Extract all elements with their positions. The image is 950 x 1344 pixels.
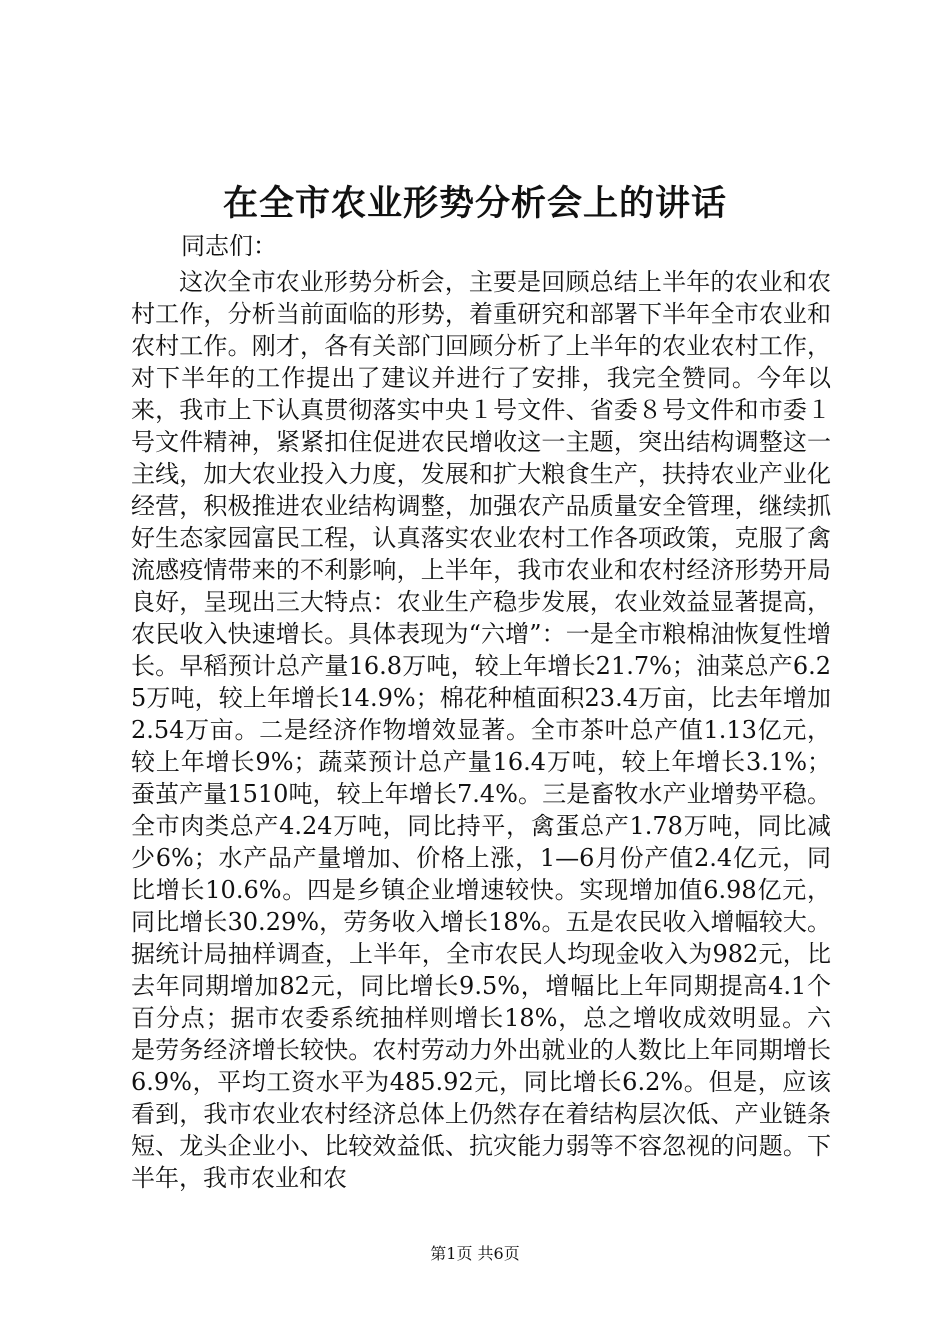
document-title: 在全市农业形势分析会上的讲话 (222, 183, 727, 224)
salutation: 同志们： (181, 232, 277, 260)
body-paragraph: 这次全市农业形势分析会，主要是回顾总结上半年的农业和农村工作，分析当前面临的形势，着重研究和部署下半年全市农业和农村工作。刚才，各有关部门回顾分析了上半年的农业农村工作，对下半年的工作提出了建议并进行了安排，我完全赞同。今年以来，我市上下认真贯彻落实中央１号文件、省委８号文件和市委１号文件精神，紧紧扣住促进农民增收这一主题，突出结构调整这一主线，加大农业投入力度，发展和扩大粮食生产，扶持农业产业化经营，积极推进农业结构调整，加强农产品质量安全管理，继续抓好生态家园富民工程，认真落实农业农村工作各项政策，克服了禽流感疫情带来的不利影响，上半年，我市农业和农村经济形势开局良好，呈现出三大特点：农业生产稳步发展，农业效益显著提高，农民收入快速增长。具体表现为“六增”：一是全市粮棉油恢复性增长。早稻预计总产量16.8万吨，较上年增长21.7%；油菜总产6.25万吨，较上年增长14.9%；棉花种植面积23.4万亩，比去年增加2.54万亩。二是经济作物增效显著。全市茶叶总产值1.13亿元，较上年增长9%；蔬菜预计总产量16.4万吨，较上年增长3.1%；蚕茧产量1510吨，较上年增长7.4%。三是畜牧水产业增势平稳。全市肉类总产4.24万吨，同比持平，禽蛋总产1.78万吨，同比减少6%；水产品产量增加、价格上涨，1—6月份产值2.4亿元，同比增长10.6%。四是乡镇企业增速较快。实现增加值6.98亿元，同比增长30.29%，劳务收入增长18%。五是农民收入增幅较大。据统计局抽样调查，上半年，全市农民人均现金收入为982元，比去年同期增加82元，同比增长9.5%，增幅比上年同期提高4.1个百分点；据市农委系统抽样则增长18%，总之增收成效明显。六是劳务经济增长较快。农村劳动力外出就业的人数比上年同期增长6.9%，平均工资水平为485.92元，同比增长6.2%。但是，应该看到，我市农业农村经济总体上仍然存在着结构层次低、产业链条短、龙头企业小、比较效益低、抗灾能力弱等不容忽视的问题。下半年，我市农业和农 (131, 268, 831, 1192)
page-footer: 第1页 共6页 (430, 1244, 520, 1263)
